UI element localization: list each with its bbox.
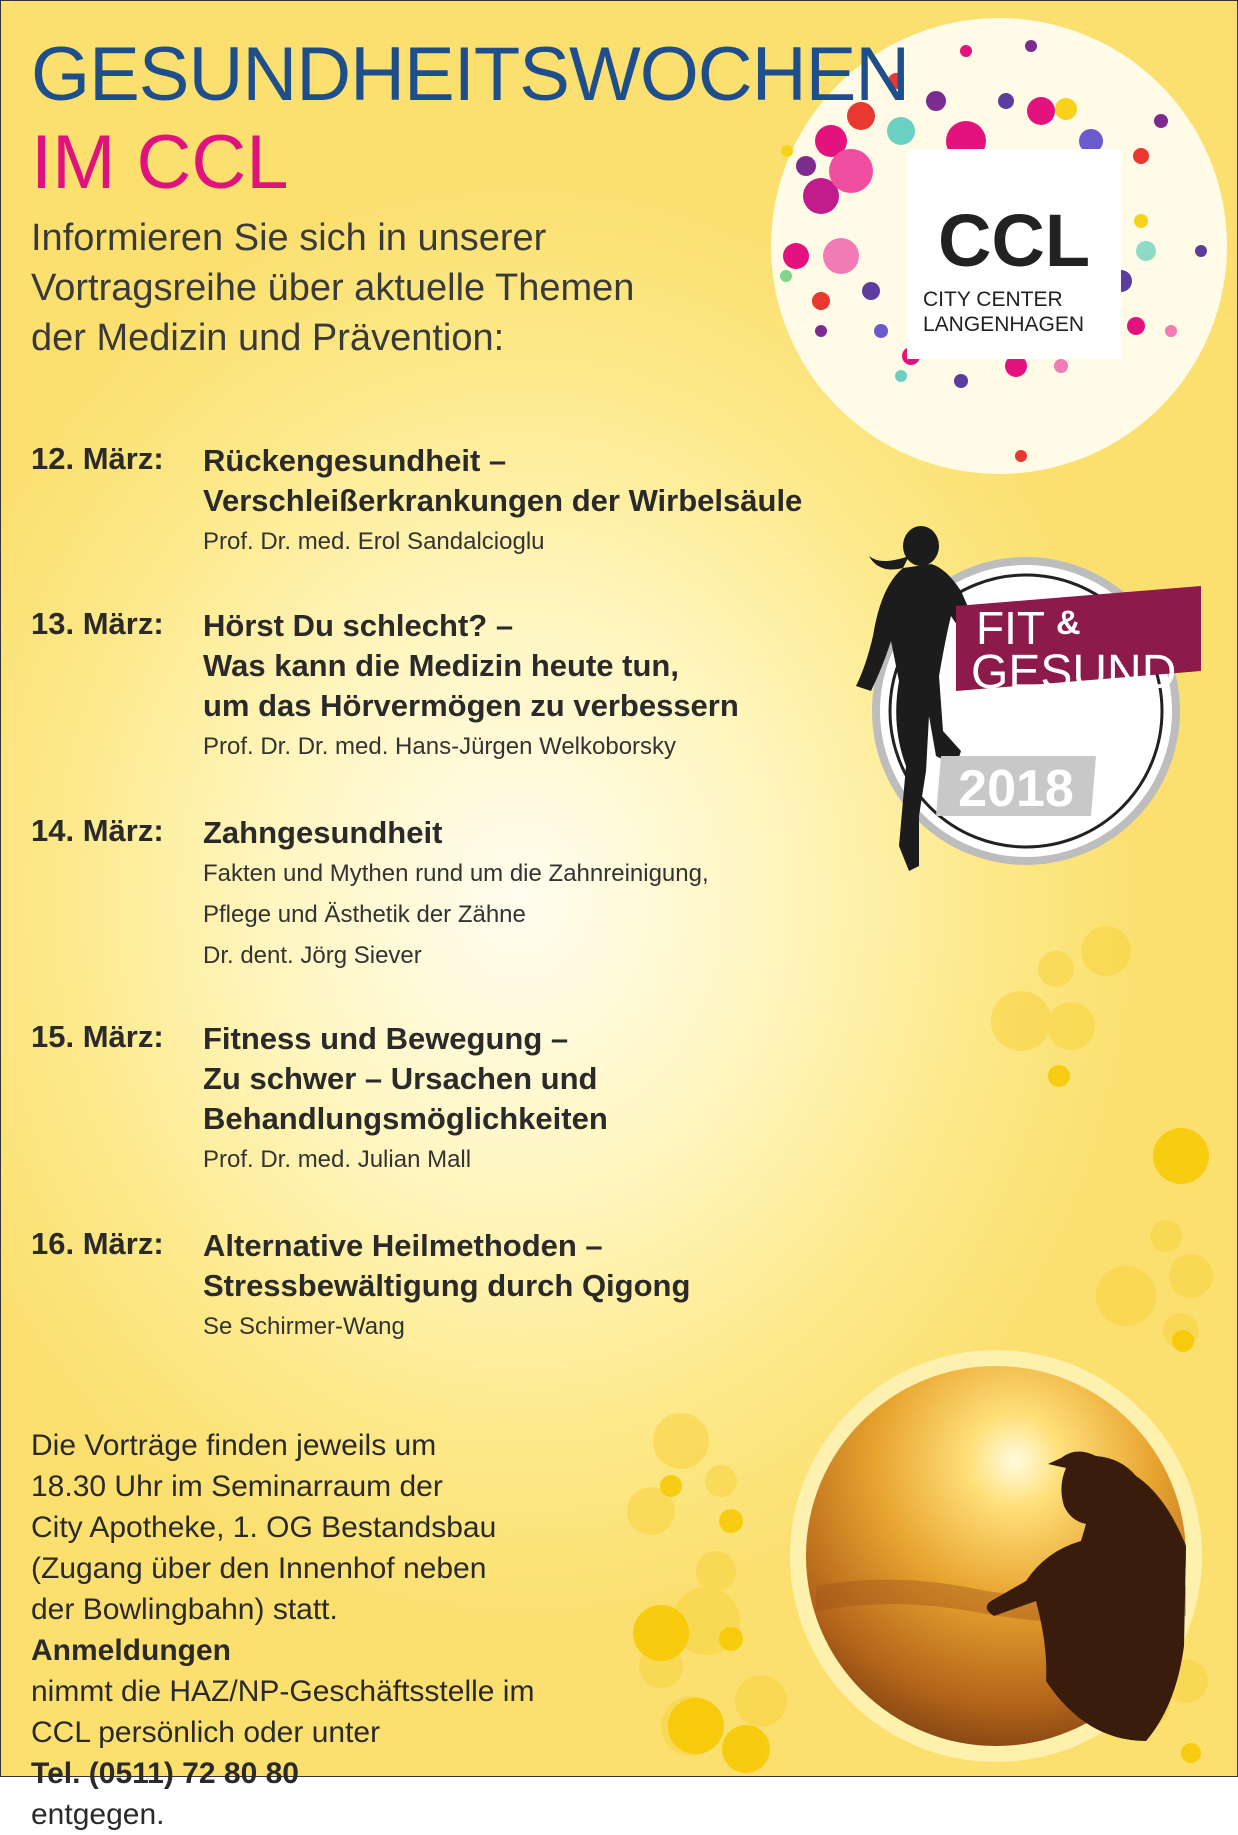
event-title [203,441,863,521]
event-title [203,1019,863,1139]
headline-line2: IM CCL [31,120,289,205]
logo-abbr: CCL [937,199,1091,282]
event-title-line: Zahngesundheit [203,815,443,850]
badge-amp: & [1056,604,1081,642]
logo-line1: CITY CENTER [923,288,1063,311]
footer-line: 18.30 Uhr im Seminarraum der [31,1470,443,1503]
footer-text-part: der Bowlingbahn) statt. [31,1593,338,1626]
footer-line [31,1753,651,1835]
footer-line [31,1589,651,1671]
event-speaker: Se Schirmer-Wang [203,1313,405,1340]
intro-line: Vortragsreihe über aktuelle Themen [31,267,635,309]
footer-line: CCL persönlich oder unter [31,1716,381,1749]
event-title-line: Rückengesundheit – [203,443,507,478]
event-detail-line: Pflege und Ästhetik der Zähne [203,901,526,928]
intro-line: Informieren Sie sich in unserer [31,217,547,259]
event-title-line: Zu schwer – Ursachen und [203,1061,598,1096]
phone-number: Tel. (0511) 72 80 80 [31,1757,299,1790]
event-title-line: Alternative Heilmethoden – [203,1228,603,1263]
footer-line: (Zugang über den Innenhof neben [31,1552,487,1585]
event-detail [203,726,863,767]
intro-text [31,213,751,363]
footer-info [31,1425,651,1835]
event-speaker: Dr. dent. Jörg Siever [203,942,422,969]
badge-year: 2018 [958,760,1074,818]
footer-line: Die Vorträge finden jeweils um [31,1429,437,1462]
fit-gesund-badge [821,516,1221,901]
event-date: 16. März: [31,1226,164,1261]
event-speaker: Prof. Dr. med. Erol Sandalcioglu [203,528,545,555]
footer-line: nimmt die HAZ/NP-Geschäftsstelle im [31,1675,535,1708]
event-title-line: um das Hörvermögen zu verbessern [203,688,739,723]
event-detail [203,853,863,976]
logo-line2: LANGENHAGEN [923,313,1085,336]
footer-line: City Apotheke, 1. OG Bestandsbau [31,1511,497,1544]
event-detail [203,1306,863,1347]
headline-line1: GESUNDHEITSWOCHEN [31,32,910,117]
event-date: 15. März: [31,1019,164,1054]
event-title-line: Hörst Du schlecht? – [203,608,514,643]
event-detail [203,1139,863,1180]
event-title-line: Stressbewältigung durch Qigong [203,1268,691,1303]
badge-fit: FIT [976,602,1045,654]
sunset-runner-photo [786,1346,1206,1766]
registration-label: Anmeldungen [31,1634,231,1667]
event-detail [203,521,863,562]
footer-text-part: entgegen. [31,1798,165,1831]
badge-gesund: GESUND [971,646,1177,699]
event-title-line: Verschleißerkrankungen der Wirbelsäule [203,483,803,518]
event-speaker: Prof. Dr. med. Julian Mall [203,1146,472,1173]
event-detail-line: Fakten und Mythen rund um die Zahnreinigung, [203,860,709,887]
event-date: 14. März: [31,813,164,848]
event-title [203,606,863,726]
event-title-line: Was kann die Medizin heute tun, [203,648,679,683]
event-speaker: Prof. Dr. Dr. med. Hans-Jürgen Welkoborsky [203,733,677,760]
event-date: 12. März: [31,441,164,476]
event-title [203,813,863,853]
event-date: 13. März: [31,606,164,641]
event-title-line: Fitness und Bewegung – [203,1021,569,1056]
event-title [203,1226,863,1306]
intro-line: der Medizin und Prävention: [31,317,505,359]
event-title-line: Behandlungsmöglichkeiten [203,1101,608,1136]
